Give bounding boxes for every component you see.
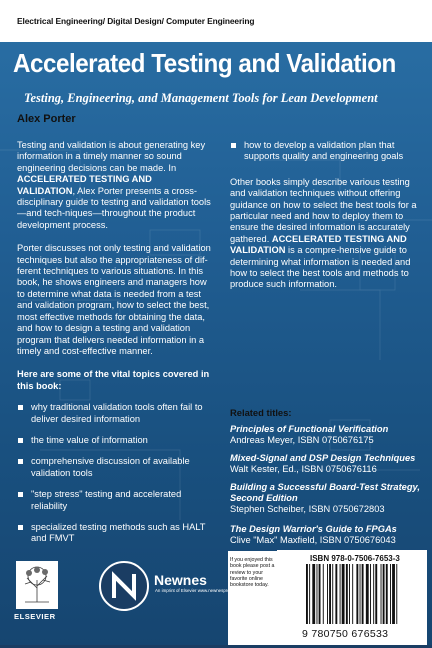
related-item [230,524,425,546]
category-label: Electrical Engineering/ Digital Design/ Computer Engineering [17,16,255,26]
newnes-imprint-text: An imprint of Elsevier www.newnespress.com [155,588,244,593]
topics-list-continued [230,140,420,163]
topic-item: comprehensive discussion of available validation tools [17,456,212,479]
related-item-detail: Walt Kester, Ed., ISBN 0750676116 [230,464,377,475]
summary-book-title-bold: ACCELERATED TESTING AND VALIDATION [230,233,407,256]
newnes-wordmark: Newnes [154,572,207,588]
related-item [230,482,425,516]
related-item [230,453,425,475]
related-item-detail: Clive "Max" Maxfield, ISBN 0750676043 [230,535,396,546]
elsevier-logo [16,561,58,609]
book-subtitle: Testing, Engineering, and Management Tools for Lean Development [24,91,378,105]
summary-paragraph [230,177,420,291]
intro-text-b: , Alex Porter presents a cross-disciplinary guide to testing and validation tools—and tech-niques—throughout the product development process. [17,185,211,230]
intro-book-title-bold: ACCELERATED TESTING AND VALIDATION [17,174,152,196]
related-titles-heading: Related titles: [230,407,292,418]
barcode-digits: 9 780750 676533 [302,628,389,640]
related-item-title: Mixed-Signal and DSP Design Techniques [230,453,416,463]
review-note: If you enjoyed this book please post a review to your favorite online bookstore today. [230,557,275,589]
related-item-title: The Design Warrior's Guide to FPGAs [230,524,397,534]
topic-item: "step stress" testing and accelerated reliability [17,489,212,512]
right-column [230,140,420,303]
topic-item: the time value of information [17,435,212,446]
topic-item: how to develop a validation plan that supports quality and engineering goals [230,140,420,163]
summary-text-b: is a compre-hensive guide to determining what information is needed and how to select the best tools and methods to produce such information. [230,245,411,290]
topic-item: why traditional validation tools often fail to deliver desired information [17,402,212,425]
topics-list [17,402,212,545]
topic-item: specialized testing methods such as HALT and FMVT [17,522,212,545]
isbn-label: ISBN 978-0-7506-7653-3 [310,554,400,563]
book-title: Accelerated Testing and Validation [13,48,396,78]
related-item [230,424,425,446]
newnes-logo-icon [98,560,150,612]
intro-paragraph-2: Porter discusses not only testing and validation techniques but also the appropriateness of dif-ferent techniques to various situations. In this book, he shows engineers and managers how to determine what data is needed from a test and validation program, how to select the best, most effective methods for obtaining the data, and how to design a testing and validation program that delivers needed information in a timely and cost-effective manner. [17,243,211,356]
elsevier-tree-icon [17,562,57,608]
left-column [17,140,212,555]
intro-text-a: Testing and validation is about generating key information in a timely manner so sound engineering decisions can be made. In [17,140,206,173]
header-bar [0,0,432,42]
related-item-detail: Stephen Scheiber, ISBN 0750672803 [230,504,385,515]
related-item-detail: Andreas Meyer, ISBN 0750676175 [230,435,374,446]
elsevier-wordmark: ELSEVIER [14,612,56,621]
summary-text-a: Other books simply describe various testing and validation techniques without offering guidance on how to select the best tools for a particular need and how to deploy them to ensure the desired information is accurately gathered. [230,176,417,244]
barcode [304,564,422,626]
intro-paragraph-1 [17,140,212,231]
related-item-title: Building a Successful Board-Test Strategy, Second Edition [230,482,420,504]
related-item-title: Principles of Functional Verification [230,424,389,434]
book-author: Alex Porter [17,113,76,125]
topics-heading: Here are some of the vital topics covered in this book: [17,369,210,391]
